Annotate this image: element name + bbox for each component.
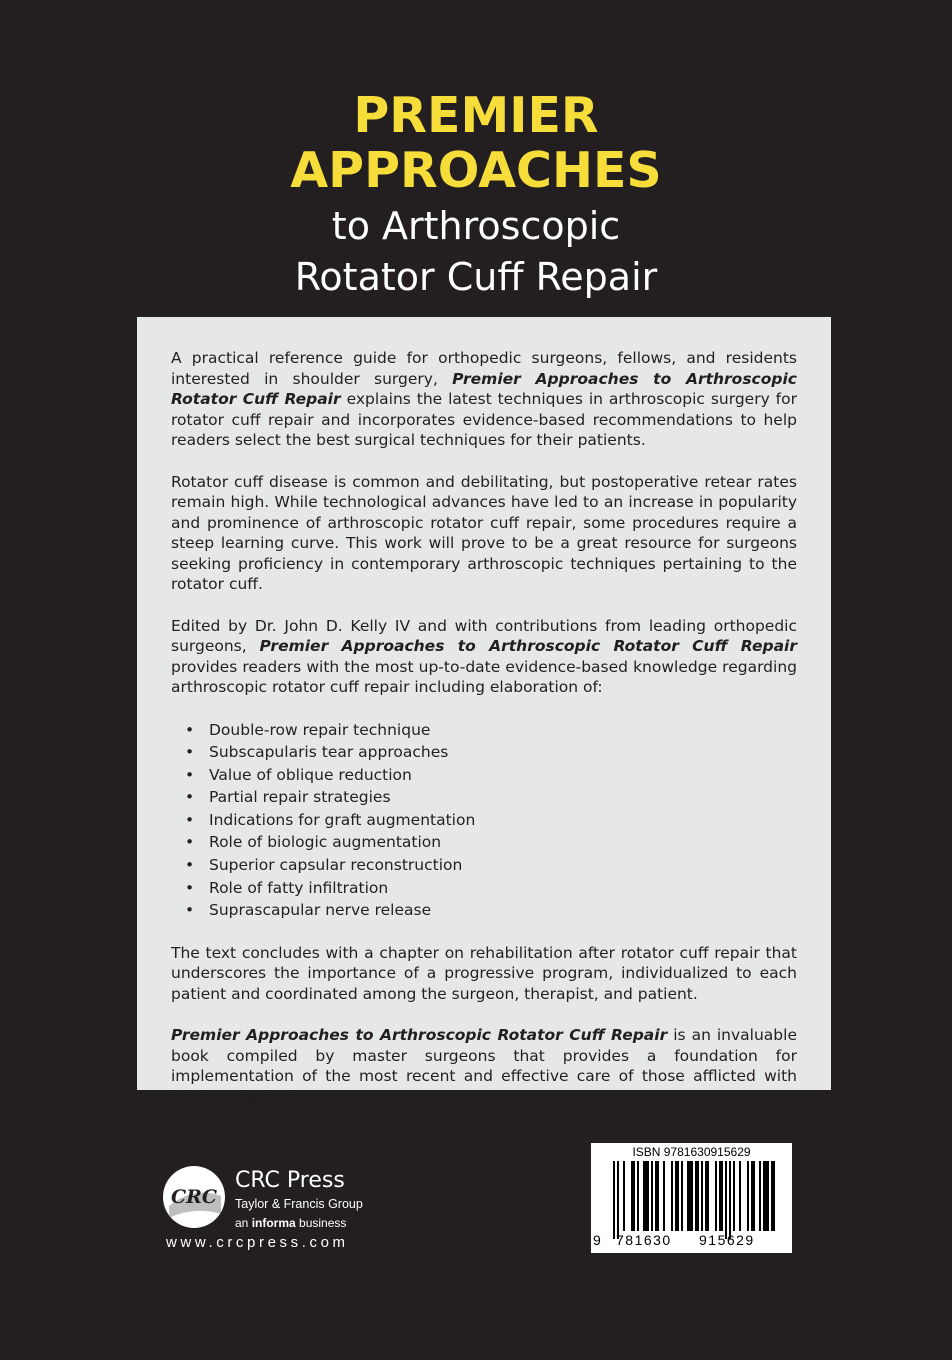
- subtitle-line-1: to Arthroscopic: [331, 204, 621, 248]
- p5-text-end: is an invaluable book compiled by master surgeons that provides a foundation for implementation of the most recent and effective care of those afflicted with rotator cuff tears.: [171, 1026, 797, 1106]
- bullet-text: Suprascapular nerve release: [209, 901, 432, 920]
- bullet-item: [185, 809, 797, 832]
- bullet-item: [185, 877, 797, 900]
- barcode-bar: [675, 1161, 679, 1231]
- bullet-text: Double-row repair technique: [209, 720, 431, 739]
- barcode-bar: [719, 1161, 723, 1231]
- p5-book-title: Premier Approaches to Arthroscopic Rotator Cuff Repair: [171, 1026, 668, 1045]
- bullet-item: [185, 764, 797, 787]
- bullet-item: [185, 741, 797, 764]
- bullet-text: Subscapularis tear approaches: [209, 743, 449, 762]
- barcode-bar: [751, 1161, 755, 1231]
- title-line-2: APPROACHES: [290, 142, 662, 199]
- bullet-item: [185, 719, 797, 742]
- barcode-bar: [655, 1161, 659, 1231]
- bullet-text: Role of biologic augmentation: [209, 833, 442, 852]
- barcode-bar: [739, 1161, 741, 1231]
- barcode-digit-first: 9: [593, 1232, 603, 1248]
- isbn-barcode: [591, 1143, 792, 1253]
- barcode-bar: [715, 1161, 717, 1231]
- bullet-icon: •: [185, 743, 195, 762]
- barcode-bar: [771, 1161, 775, 1231]
- barcode-bar: [623, 1161, 625, 1231]
- bullet-icon: •: [185, 856, 195, 875]
- p3-book-title: Premier Approaches to Arthroscopic Rotator Cuff Repair: [259, 637, 797, 655]
- barcode-bar: [687, 1161, 693, 1231]
- barcode-bar: [613, 1161, 615, 1239]
- publisher-group: Taylor & Francis Group: [235, 1197, 363, 1211]
- publisher-name: CRC Press: [235, 1168, 345, 1193]
- bullet-icon: •: [185, 788, 195, 807]
- barcode-bar: [705, 1161, 709, 1231]
- bullet-text: Role of fatty infiltration: [209, 878, 389, 897]
- description-paragraph-2: Rotator cuff disease is common and debilitating, but postoperative retear rates remain high. While technological advances have led to an increase in popularity and prominence of arthroscopic rotator cuff repair, some procedures require a steep learning curve. This work will prove to be a great resource for surgeons seeking proficiency in contemporary arthroscopic techniques pertaining to the rotator cuff.: [171, 472, 797, 593]
- bullet-text: Superior capsular reconstruction: [209, 856, 463, 875]
- business-prefix: an: [235, 1216, 252, 1230]
- description-panel: [137, 317, 831, 1106]
- barcode-digits-left: 781630: [616, 1232, 672, 1248]
- description-paragraph-4: The text concludes with a chapter on rehabilitation after rotator cuff repair that underscores the importance of a progressive program, individualized to each patient and coordinated among the surgeon, therapist, and patient.: [171, 943, 797, 1003]
- description-paragraph-5: [171, 1025, 797, 1107]
- cover-title-block: [0, 88, 952, 300]
- publisher-block: [163, 1166, 403, 1266]
- bullet-icon: •: [185, 901, 195, 920]
- barcode-bar: [637, 1161, 639, 1231]
- subtitle-line-2: Rotator Cuff Repair: [294, 255, 658, 299]
- title-line-1: PREMIER: [353, 87, 599, 144]
- description-paragraph-1: [171, 348, 797, 451]
- bullet-icon: •: [185, 765, 195, 784]
- barcode-bar: [763, 1161, 769, 1231]
- bullet-text: Indications for graft augmentation: [209, 810, 476, 829]
- barcode-bar: [617, 1161, 619, 1239]
- barcode-bar: [747, 1161, 749, 1231]
- barcode-digits-right: 915629: [699, 1232, 755, 1248]
- bullet-icon: •: [185, 878, 195, 897]
- crc-circle-logo-icon: [163, 1166, 225, 1228]
- bullet-text: Value of oblique reduction: [209, 765, 412, 784]
- business-suffix: business: [295, 1216, 347, 1230]
- bullet-icon: •: [185, 833, 195, 852]
- p1-text-start: A practical reference guide for orthopedic surgeons, fellows, and residents interested in shoulder surgery,: [171, 349, 797, 388]
- barcode-bar: [695, 1161, 699, 1231]
- p1-text-end: explains the latest techniques in arthroscopic surgery for rotator cuff repair and incorporates evidence-based recommendations to help readers select the best surgical techniques for their patients.: [171, 390, 797, 449]
- barcode-bar: [759, 1161, 761, 1231]
- bullet-item: [185, 854, 797, 877]
- p3-text-end: provides readers with the most up-to-date evidence-based knowledge regarding arthroscopic rotator cuff repair including elaboration of:: [171, 657, 797, 696]
- bullet-item: [185, 899, 797, 922]
- barcode-bar: [729, 1161, 731, 1239]
- barcode-bar: [651, 1161, 653, 1231]
- bullet-text: Partial repair strategies: [209, 788, 391, 807]
- isbn-label: ISBN 9781630915629: [632, 1145, 751, 1159]
- logo-text: CRC: [170, 1186, 218, 1208]
- barcode-bar: [671, 1161, 673, 1231]
- bullet-icon: •: [185, 720, 195, 739]
- barcode-bar: [643, 1161, 649, 1231]
- business-bold: informa: [251, 1216, 296, 1230]
- publisher-url: www.crcpress.com: [166, 1234, 349, 1251]
- barcode-bar: [725, 1161, 727, 1239]
- p1-book-title: Premier Approaches to Arthroscopic Rotator Cuff Repair: [171, 369, 797, 408]
- bullet-item: [185, 831, 797, 854]
- publisher-business-line: [235, 1215, 346, 1231]
- barcode-bar: [631, 1161, 635, 1231]
- bullet-item: [185, 786, 797, 809]
- p3-text-start: Edited by Dr. John D. Kelly IV and with contributions from leading orthopedic surgeons,: [171, 616, 797, 655]
- bullet-icon: •: [185, 810, 195, 829]
- topics-bullet-list: [171, 719, 797, 922]
- barcode-bar: [701, 1161, 703, 1231]
- barcode-bar: [663, 1161, 665, 1231]
- description-paragraph-3: [171, 616, 797, 698]
- barcode-bar: [733, 1161, 735, 1231]
- barcode-bar: [681, 1161, 683, 1231]
